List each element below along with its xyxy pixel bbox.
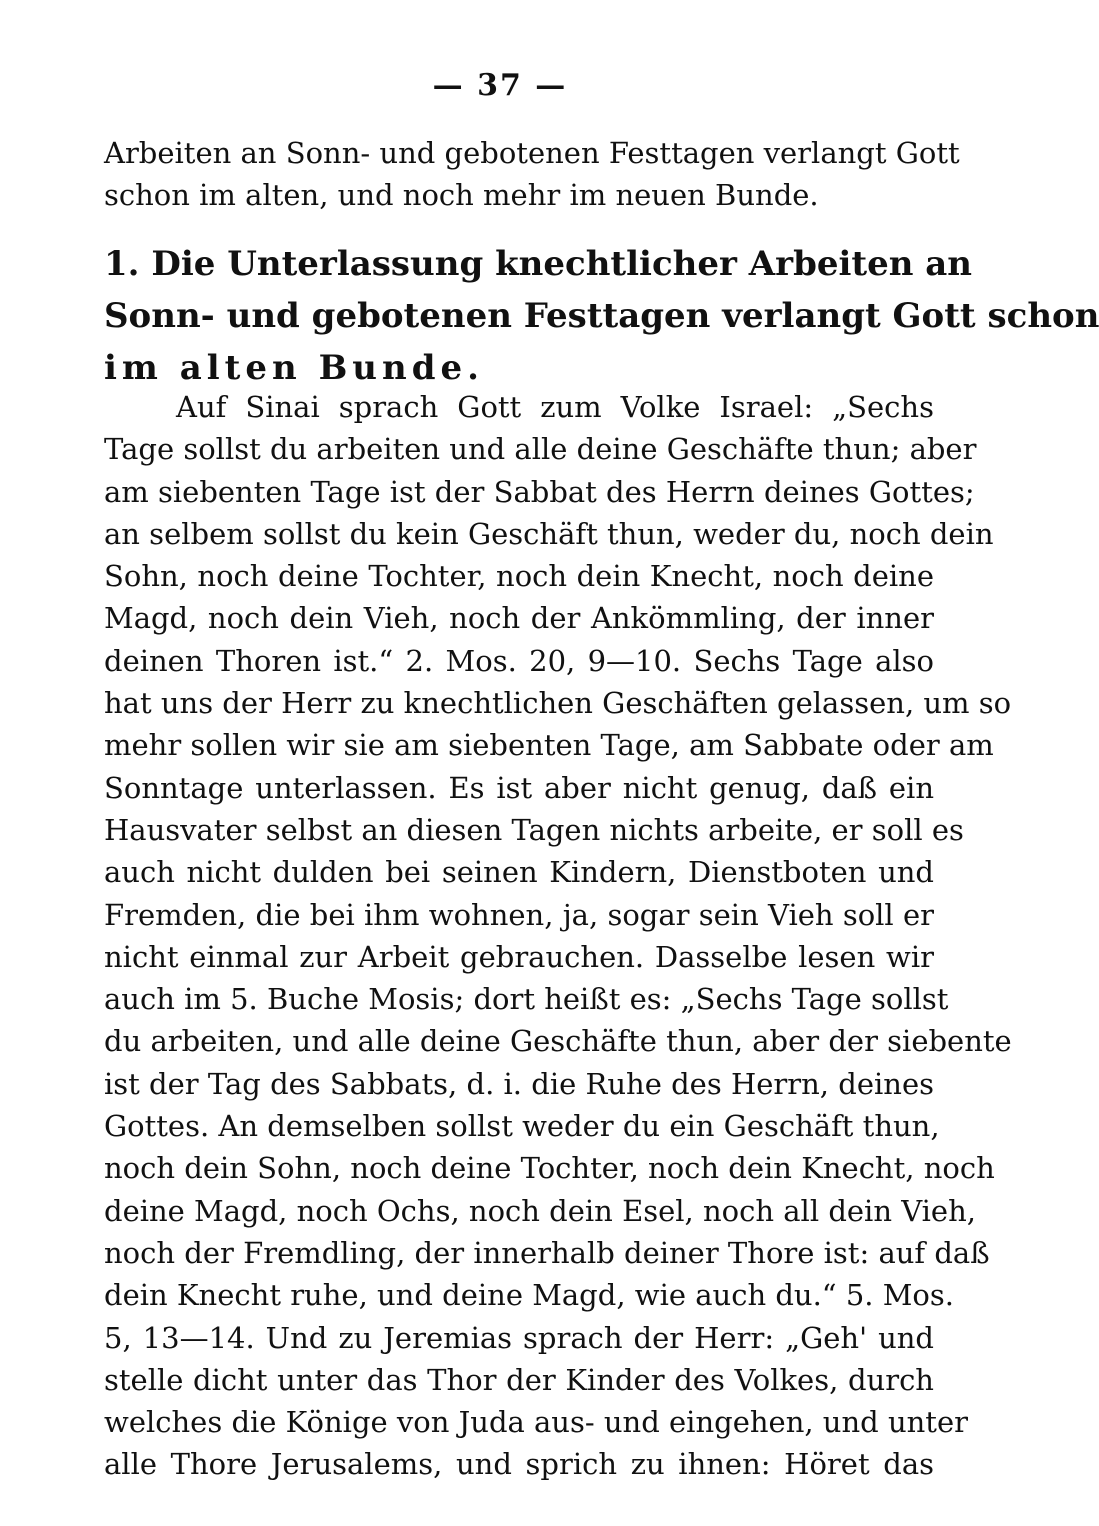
body-line: ist der Tag des Sabbats, d. i. die Ruhe des Herrn, deines: [104, 1066, 934, 1101]
body-line: welches die Könige von Juda aus- und eingehen, und unter: [104, 1405, 968, 1440]
page-number: — 37 —: [432, 68, 568, 103]
intro-line: schon im alten, und noch mehr im neuen Bunde.: [104, 178, 819, 213]
body-line: Gottes. An demselben sollst weder du ein Geschäft thun,: [104, 1109, 940, 1144]
body-line: Tage sollst du arbeiten und alle deine Geschäfte thun; aber: [104, 432, 977, 467]
body-line: alle Thore Jerusalems, und sprich zu ihnen: Höret das: [104, 1447, 934, 1482]
heading-line: Sonn- und gebotenen Festtagen verlangt Gott schon: [104, 296, 1099, 336]
body-line: auch nicht dulden bei seinen Kindern, Dienstboten und: [104, 855, 934, 890]
body-line: du arbeiten, und alle deine Geschäfte thun, aber der siebente: [104, 1024, 1012, 1059]
body-line: hat uns der Herr zu knechtlichen Geschäften gelassen, um so: [104, 686, 1012, 721]
body-line: stelle dicht unter das Thor der Kinder des Volkes, durch: [104, 1362, 934, 1397]
body-line: Sonntage unterlassen. Es ist aber nicht genug, daß ein: [104, 770, 934, 805]
body-line: deinen Thoren ist.“ 2. Mos. 20, 9—10. Sechs Tage also: [104, 643, 934, 678]
body-line: noch der Fremdling, der innerhalb deiner Thore ist: auf daß: [104, 1235, 990, 1270]
section-heading: [104, 238, 1099, 394]
body-line: mehr sollen wir sie am siebenten Tage, am Sabbate oder am: [104, 728, 994, 763]
body-line: dein Knecht ruhe, und deine Magd, wie auch du.“ 5. Mos.: [104, 1278, 954, 1313]
intro-paragraph: [104, 132, 960, 217]
body-paragraph: [104, 386, 1012, 1486]
body-line: Sohn, noch deine Tochter, noch dein Knecht, noch deine: [104, 559, 934, 594]
body-line: nicht einmal zur Arbeit gebrauchen. Dasselbe lesen wir: [104, 939, 934, 974]
body-line: Magd, noch dein Vieh, noch der Ankömmling, der inner: [104, 601, 934, 636]
body-line: noch dein Sohn, noch deine Tochter, noch dein Knecht, noch: [104, 1151, 995, 1186]
body-line: deine Magd, noch Ochs, noch dein Esel, noch all dein Vieh,: [104, 1193, 976, 1228]
body-line: 5, 13—14. Und zu Jeremias sprach der Herr: „Geh' und: [104, 1320, 934, 1355]
intro-line: Arbeiten an Sonn- und gebotenen Festtagen verlangt Gott: [104, 136, 960, 170]
body-line: Hausvater selbst an diesen Tagen nichts arbeite, er soll es: [104, 812, 964, 847]
heading-line: im alten Bunde.: [104, 348, 484, 388]
body-line: Fremden, die bei ihm wohnen, ja, sogar sein Vieh soll er: [104, 897, 934, 932]
heading-line: 1. Die Unterlassung knechtlicher Arbeiten an: [104, 244, 973, 284]
body-line: Auf Sinai sprach Gott zum Volke Israel: „Sechs: [176, 390, 934, 424]
body-line: an selbem sollst du kein Geschäft thun, weder du, noch dein: [104, 516, 994, 551]
body-line: auch im 5. Buche Mosis; dort heißt es: „Sechs Tage sollst: [104, 982, 949, 1017]
body-line: am siebenten Tage ist der Sabbat des Herrn deines Gottes;: [104, 474, 975, 509]
